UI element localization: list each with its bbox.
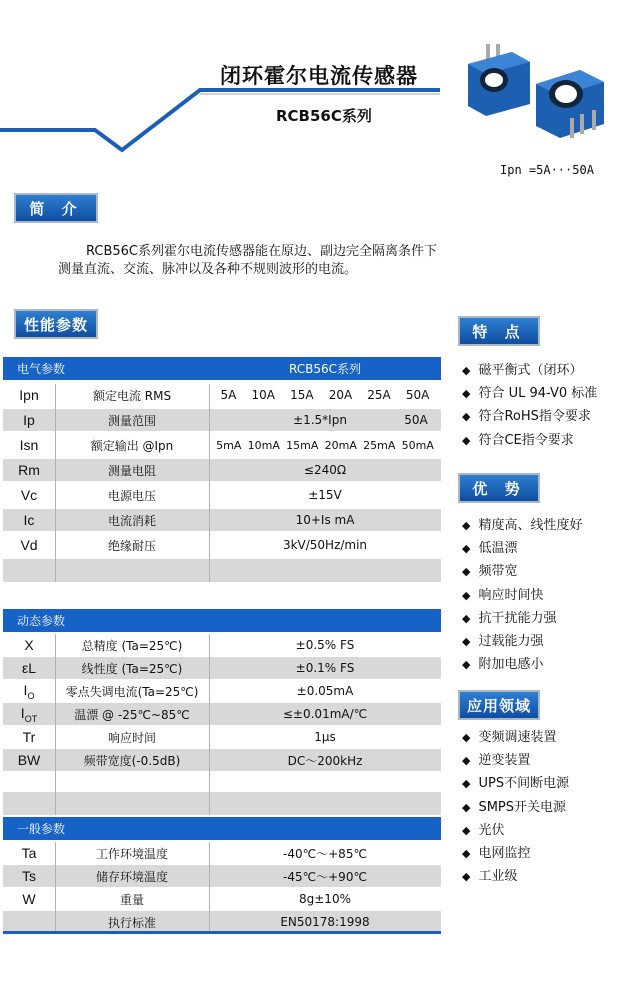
electrical-header: 电气参数 [17, 362, 66, 376]
advantages-heading: 优 势 [458, 473, 540, 503]
list-item: ◆ 附加电感小 [462, 653, 582, 676]
features-list [462, 359, 597, 452]
value-cell: 15mA [286, 438, 319, 452]
value-cell: 5mA [216, 438, 242, 452]
row-extra-value: 50A [404, 413, 428, 427]
row-symbol: BW [17, 752, 41, 768]
applications-list [462, 726, 569, 888]
table-row [3, 657, 441, 679]
specs-heading: 性能参数 [14, 309, 98, 339]
advantages-list [462, 514, 582, 676]
table-row [3, 842, 441, 864]
table-row [3, 911, 441, 933]
value-cell: 10mA [247, 438, 280, 452]
value-cell: 25A [367, 388, 391, 402]
table-bottom-line [3, 931, 441, 934]
electrical-header-row [3, 357, 441, 380]
table-row [3, 749, 441, 771]
row-value: ±0.05mA [296, 684, 354, 698]
table-row [3, 484, 441, 506]
column-divider [209, 634, 210, 815]
row-symbol: εL [21, 660, 37, 676]
row-value: ±1.5*Ipn [293, 413, 347, 427]
row-name: 频带宽度(-0.5dB) [83, 753, 181, 768]
value-cell: 10A [251, 388, 275, 402]
list-item: ◆ 低温漂 [462, 537, 582, 560]
symbol-sub: OT [24, 713, 38, 724]
table-row [3, 509, 441, 531]
row-name: 总精度 (Ta=25℃) [81, 638, 183, 653]
row-symbol: Ip [23, 412, 35, 428]
applications-heading: 应用领域 [458, 690, 540, 720]
row-value: ≤±0.01mA/℃ [282, 707, 368, 721]
list-item: ◆ 光伏 [462, 819, 569, 842]
row-name: 重量 [119, 892, 144, 907]
product-image-right [536, 70, 604, 138]
column-divider [209, 842, 210, 933]
row-value: ±15V [308, 488, 342, 502]
row-symbol: Tr [22, 729, 36, 745]
row-symbol: Ipn [19, 387, 39, 403]
table-row [3, 865, 441, 887]
row-value: 1μs [314, 730, 336, 744]
list-item: ◆ 抗干扰能力强 [462, 607, 582, 630]
row-name: 额定输出 @Ipn [90, 438, 174, 453]
row-name: 电流消耗 [107, 513, 156, 528]
list-item: ◆ 变频调速装置 [462, 726, 569, 749]
general-header-row [3, 817, 441, 840]
list-item: ◆ 符合CE指令要求 [462, 429, 597, 452]
list-item: ◆ 电网监控 [462, 842, 569, 865]
row-value: EN50178:1998 [280, 915, 370, 929]
symbol-sub: O [27, 690, 35, 701]
table-row [3, 534, 441, 556]
value-cell: 5A [220, 388, 237, 402]
row-symbol: Vd [20, 537, 38, 553]
row-value: 3kV/50Hz/min [282, 538, 368, 552]
list-item: ◆ 磁平衡式（闭环） [462, 359, 597, 382]
table-row [3, 384, 441, 406]
value-cell: 15A [290, 388, 314, 402]
row-symbol [3, 705, 55, 724]
row-symbol: Ta [21, 845, 37, 861]
table-row [3, 680, 441, 702]
row-values [209, 439, 441, 452]
column-divider [55, 842, 56, 933]
row-name: 温漂 @ -25℃~85℃ [74, 707, 190, 722]
column-divider [55, 384, 56, 582]
row-name: 工作环境温度 [95, 846, 168, 861]
row-name: 测量电阻 [107, 463, 156, 478]
list-item: ◆ 频带宽 [462, 560, 582, 583]
list-item: ◆ 逆变装置 [462, 749, 569, 772]
row-name: 绝缘耐压 [107, 538, 156, 553]
row-symbol: Ts [22, 868, 36, 884]
value-cell: 25mA [363, 438, 396, 452]
list-item: ◆ 响应时间快 [462, 584, 582, 607]
symbol-main: I [23, 681, 28, 698]
table-row [3, 634, 441, 656]
electrical-header-value: RCB56C系列 [288, 362, 361, 376]
row-name: 零点失调电流(Ta=25℃) [65, 684, 199, 699]
row-name: 储存环境温度 [95, 869, 168, 884]
blue-header-line [0, 90, 440, 150]
row-name: 测量范围 [107, 413, 156, 428]
list-item: ◆ UPS不间断电源 [462, 772, 569, 795]
list-item: ◆ SMPS开关电源 [462, 796, 569, 819]
row-value: ≤240Ω [303, 463, 347, 477]
row-symbol: X [24, 637, 34, 653]
value-cell: 20A [328, 388, 353, 402]
row-value: ±0.1% FS [295, 661, 355, 675]
row-name: 线性度 (Ta=25℃) [81, 661, 183, 676]
table-row [3, 703, 441, 725]
features-heading: 特 点 [458, 316, 540, 346]
row-symbol: Isn [19, 437, 39, 453]
row-name: 执行标准 [107, 915, 156, 930]
column-divider [209, 384, 210, 582]
row-symbol: Rm [18, 462, 40, 478]
value-cell: 20mA [324, 438, 357, 452]
row-value: -45℃～+90℃ [283, 869, 367, 884]
table-row [3, 888, 441, 910]
row-value: 8g±10% [299, 892, 351, 906]
dynamic-header: 动态参数 [17, 614, 66, 628]
empty-row [3, 792, 441, 815]
row-symbol: W [22, 891, 36, 907]
list-item: ◆ 工业级 [462, 865, 569, 888]
row-name: 电源电压 [107, 488, 156, 503]
row-name: 响应时间 [107, 730, 156, 745]
row-value: -40℃～+85℃ [283, 846, 367, 861]
row-symbol: Ic [23, 512, 35, 528]
row-value: DC～200kHz [287, 753, 363, 768]
table-row [3, 409, 441, 431]
intro-heading: 简 介 [14, 193, 98, 223]
intro-text: RCB56C系列霍尔电流传感器能在原边、副边完全隔离条件下测量直流、交流、脉冲以及各种不规则波形的电流。 [58, 244, 438, 277]
table-row [3, 726, 441, 748]
table-row [3, 459, 441, 481]
table-row [3, 434, 441, 456]
page-title: 闭环霍尔电流传感器 [220, 64, 418, 88]
row-value: 10+Is mA [295, 513, 355, 527]
value-cell: 50mA [401, 438, 434, 452]
list-item: ◆ 过载能力强 [462, 630, 582, 653]
list-item: ◆ 符合 UL 94-V0 标准 [462, 382, 597, 405]
value-cell: 50A [405, 388, 430, 402]
row-value: ±0.5% FS [295, 638, 355, 652]
general-header: 一般参数 [17, 822, 66, 836]
list-item: ◆ 符合RoHS指令要求 [462, 405, 597, 428]
series-name: RCB56C系列 [276, 107, 372, 125]
row-name: 额定电流 RMS [92, 388, 172, 403]
product-image-left [468, 44, 530, 116]
row-symbol [3, 682, 55, 701]
empty-row [3, 559, 441, 582]
dynamic-header-row [3, 609, 441, 632]
row-values [209, 388, 441, 402]
ipn-range: Ipn =5A···50A [500, 163, 594, 177]
column-divider [55, 634, 56, 815]
row-symbol: Vc [20, 487, 38, 503]
symbol-main: I [20, 704, 25, 721]
list-item: ◆ 精度高、线性度好 [462, 514, 582, 537]
